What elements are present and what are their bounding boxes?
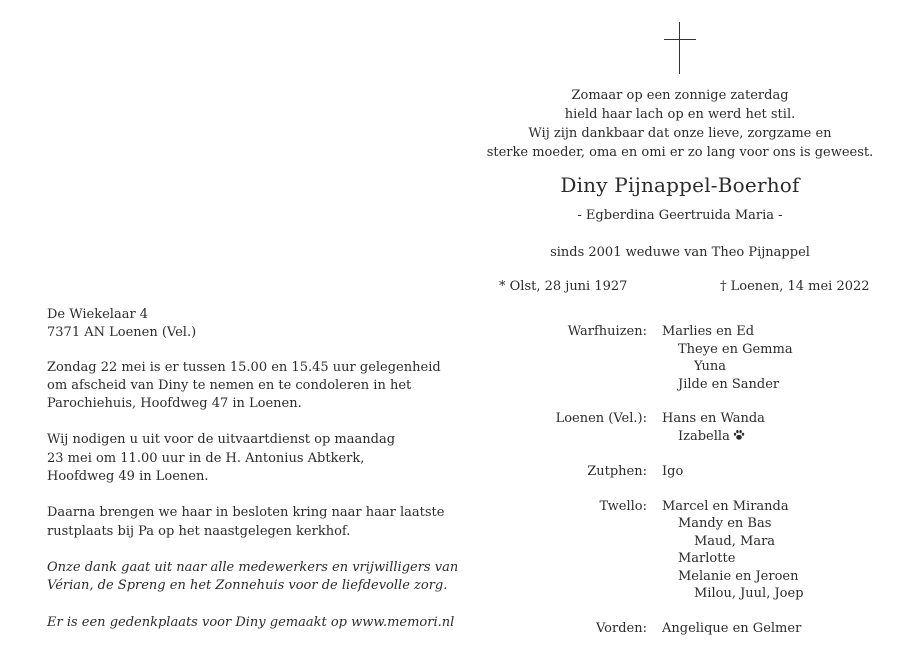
left-column: [47, 306, 459, 650]
info-paragraph: [47, 504, 445, 541]
family-member: [662, 498, 804, 516]
deceased-name: Diny Pijnappel-Boerhof: [560, 173, 800, 197]
family-member: [662, 585, 804, 603]
family-group: [480, 498, 900, 603]
widow-line: sinds 2001 weduwe van Theo Pijnappel: [550, 245, 810, 260]
info-paragraph: [47, 359, 441, 414]
address-street: De Wiekelaar 4: [47, 307, 149, 322]
family-members: [662, 410, 765, 446]
family-member: [662, 463, 683, 481]
paragraph-line: Hoofdweg 49 in Loenen.: [47, 469, 209, 485]
italic-paragraph: [47, 559, 459, 596]
family-member: [662, 568, 804, 586]
family-member-name: Jilde en Sander: [678, 376, 780, 392]
family-member-name: Hans en Wanda: [662, 411, 765, 426]
paragraph-line: Parochiehuis, Hoofdweg 47 in Loenen.: [47, 396, 302, 412]
family-member-name: Maud, Mara: [694, 533, 776, 549]
family-member-name: Angelique en Gelmer: [662, 620, 802, 636]
poem-line: Wij zijn dankbaar dat onze lieve, zorgzame en: [528, 126, 832, 141]
paragraph-line: Zondag 22 mei is er tussen 15.00 en 15.45 uur gelegenheid: [47, 359, 441, 375]
family-member-name: Igo: [662, 464, 684, 479]
paw-print-icon: [733, 429, 745, 447]
family-member: [662, 376, 793, 394]
family-group: [480, 410, 900, 446]
family-group: [480, 323, 900, 393]
paragraph-line: Onze dank gaat uit naar alle medewerkers en vrijwilligers van: [47, 559, 459, 575]
family-member: [662, 410, 765, 428]
family-group: [480, 620, 900, 638]
family-group: [480, 463, 900, 481]
family-members: [662, 498, 804, 603]
family-member: [662, 515, 804, 533]
family-member: [662, 358, 793, 376]
family-place: Zutphen:: [587, 464, 647, 479]
family-member: [662, 533, 804, 551]
death-date: † Loenen, 14 mei 2022: [720, 279, 870, 294]
paragraphs: [47, 359, 459, 632]
family-member-name: Melanie en Jeroen: [678, 568, 799, 584]
family-members: [662, 620, 801, 638]
family-member: [662, 550, 804, 568]
family-member-name: Yuna: [694, 359, 726, 374]
info-paragraph: [47, 431, 427, 486]
family-members: [662, 463, 683, 481]
paragraph-line: Vérian, de Spreng en het Zonnehuis voor de liefdevolle zorg.: [47, 578, 448, 594]
address: [47, 306, 427, 343]
paragraph-line: Er is een gedenkplaats voor Diny gemaakt op www.memori.nl: [47, 614, 455, 630]
paragraph-line: 23 mei om 11.00 uur in de H. Antonius Abtkerk,: [47, 450, 365, 466]
family-member: [662, 620, 801, 638]
birth-date: * Olst, 28 juni 1927: [499, 279, 628, 294]
paragraph-line: rustplaats bij Pa op het naastgelegen kerkhof.: [47, 523, 351, 539]
italic-paragraph: [47, 614, 455, 632]
family-member-name: Marcel en Miranda: [662, 498, 789, 514]
family-member-name: Izabella: [678, 428, 730, 444]
paragraph-line: Wij nodigen u uit voor de uitvaartdienst op maandag: [47, 432, 396, 448]
family-member: [662, 428, 765, 447]
deceased-full-name: - Egberdina Geertruida Maria -: [577, 208, 783, 223]
family-place: Twello:: [599, 498, 647, 514]
family-member-name: Milou, Juul, Joep: [694, 586, 804, 601]
family-member: [662, 323, 793, 341]
family-member-name: Marlotte: [678, 551, 736, 566]
poem-line: sterke moeder, oma en omi er zo lang voor ons is geweest.: [486, 145, 874, 160]
family-place: Loenen (Vel.):: [555, 411, 647, 426]
cross-icon: [662, 22, 698, 74]
family-member-name: Marlies en Ed: [662, 324, 755, 339]
address-city: 7371 AN Loenen (Vel.): [47, 325, 197, 341]
poem-line: Zomaar op een zonnige zaterdag: [571, 88, 789, 103]
poem: [480, 86, 880, 162]
paragraph-line: Daarna brengen we haar in besloten kring naar haar laatste: [47, 505, 445, 521]
family-place: Warfhuizen:: [567, 324, 647, 339]
poem-line: hield haar lach op en werd het stil.: [564, 107, 796, 122]
family-member: [662, 341, 793, 359]
family-member-name: Mandy en Bas: [678, 516, 772, 531]
paragraph-line: om afscheid van Diny te nemen en te condoleren in het: [47, 377, 412, 393]
family-place: Vorden:: [595, 620, 647, 636]
family-list: [480, 323, 900, 654]
family-members: [662, 323, 793, 393]
family-member-name: Theye en Gemma: [678, 341, 793, 357]
